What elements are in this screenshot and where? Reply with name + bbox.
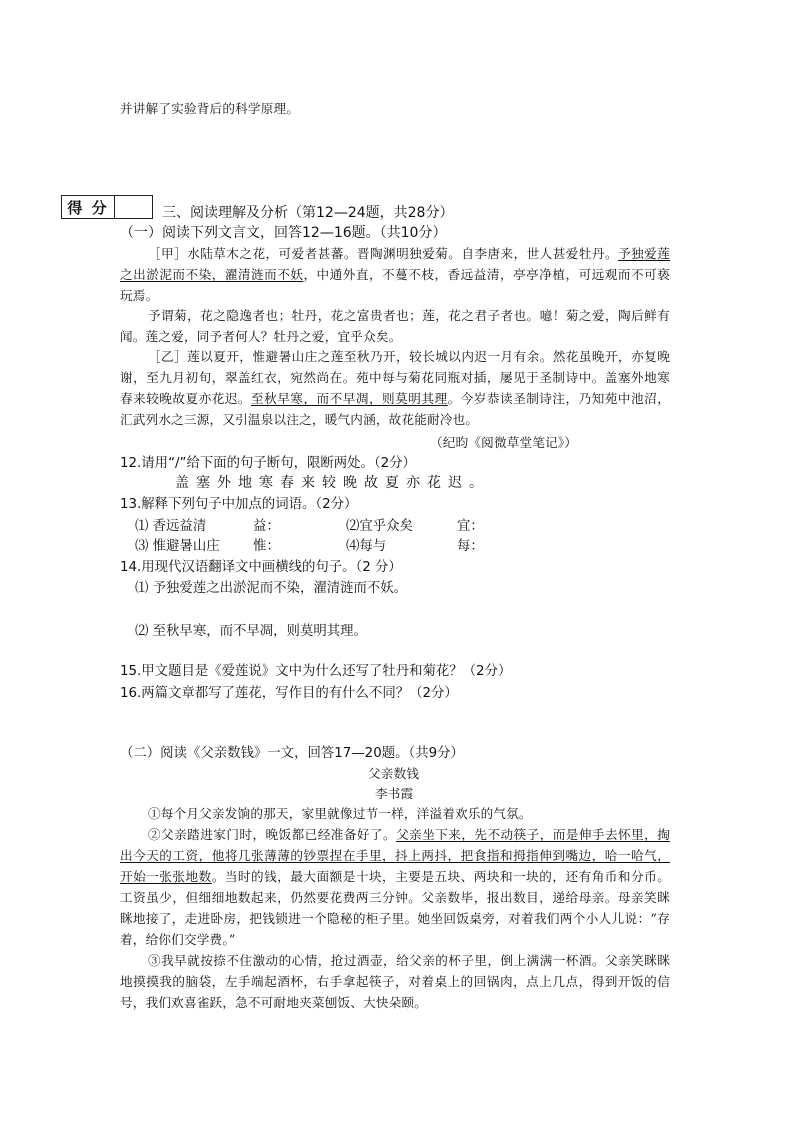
score-box: [61, 195, 153, 219]
essay-author: 李书霞: [375, 786, 414, 801]
para2-text-b: 。当时的钱，最大面额是十块，主要是五块、两块和一块的，还有角币和分币。工资虽少，但细细地数起来，仍然要花费两三分钟。父亲数毕，报出数目，递给母亲。母亲笑眯眯地接了，走进卧房，把钱锁进一个隐秘的柜子里。她坐回饭桌旁，对着我们两个小人儿说：“存着，给你们交学费。”: [120, 869, 670, 947]
part1-heading: （一）阅读下列文言文，回答12—16题。（共10分）: [120, 225, 447, 241]
yi-paragraph: [120, 346, 670, 430]
jia-text-a: ［甲］水陆草木之花，可爱者甚蕃。晋陶渊明独爱菊。自李唐来，世人甚爱牡丹。: [148, 246, 619, 261]
source-citation: （纪昀《阅微草堂笔记》）: [430, 435, 578, 450]
q12-sentence: 盖塞外地寒春来较晚故夏亦花迟。: [175, 475, 490, 491]
q14-sentence-2: ⑵ 至秋早寒，而不早凋，则莫明其理。: [135, 624, 367, 639]
question-14: 14.用现代汉语翻译文中画横线的句子。（2 分）: [120, 560, 402, 575]
q13-item-4: ⑷每与: [346, 539, 387, 554]
q13-item-1-blank[interactable]: 益：: [253, 519, 280, 534]
essay-para-1: ①每个月父亲发饷的那天，家里就像过节一样，洋溢着欢乐的气氛。: [148, 806, 532, 821]
question-16: 16.两篇文章都写了莲花，写作目的有什么不同？（2分）: [120, 686, 458, 701]
q13-item-2: ⑵宜乎众矣: [346, 519, 413, 534]
para2-text-a: ②父亲踏进家门时，晚饭都已经准备好了。: [148, 827, 397, 842]
q13-item-3-blank[interactable]: 惟：: [253, 539, 280, 554]
intro-line: 并讲解了实验背后的科学原理。: [120, 101, 300, 116]
para2-underlined: 父亲坐下来，先不动筷子，而是伸手去怀里，掏出今天的工资，他将几张薄薄的钞票捏在手里，抖上两抖，把食指和拇指伸到嘴边，哈一哈气，开始一张张地数: [120, 827, 670, 884]
q13-item-1: ⑴ 香远益清: [135, 519, 207, 534]
jia-underlined: 予独爱莲之出淤泥而不染，濯清涟而不妖: [120, 246, 670, 282]
yi-text-a: ［乙］莲以夏开，惟避暑山庄之莲至秋乃开，较长城以内迟一月有余。然花虽晚开，亦复晚谢，至九月初旬，翠盖红衣，宛然尚在。苑中每与菊花同瓶对插，屡见于圣制诗中。盖塞外地寒春来较晚故夏亦花迟。: [120, 349, 670, 406]
question-15: 15.甲文题目是《爱莲说》文中为什么还写了牡丹和菊花？（2分）: [120, 664, 512, 679]
q13-item-2-blank[interactable]: 宜：: [457, 519, 484, 534]
question-13: 13.解释下列句子中加点的词语。（2分）: [120, 497, 358, 512]
section-heading: 三、阅读理解及分析（第12—24题，共28分）: [162, 205, 454, 221]
jia-text-b: ，中通外直，不蔓不枝，香远益清，亭亭净植，可远观而不可亵玩焉。: [120, 267, 670, 303]
score-blank[interactable]: [115, 196, 152, 218]
jia-paragraph-2: 予谓菊，花之隐逸者也；牡丹，花之富贵者也；莲，花之君子者也。噫！菊之爱，陶后鲜有闻。莲之爱，同予者何人？牡丹之爱，宜乎众矣。: [120, 308, 670, 344]
essay-title: 父亲数钱: [368, 766, 420, 781]
essay-para-2: [120, 824, 670, 950]
question-12: 12.请用“/”给下面的句子断句，限断两处。（2分）: [120, 456, 416, 471]
yi-text-b: 。今岁恭读圣制诗注，乃知苑中池沼，汇武列水之三源，又引温泉以注之，暖气内涵，故花能耐冷也。: [120, 391, 671, 427]
jia-paragraph: [120, 243, 670, 306]
q14-sentence-1: ⑴ 予独爱莲之出淤泥而不染，濯清涟而不妖。: [135, 581, 408, 596]
yi-underlined: 至秋早寒，而不早凋，则莫明其理: [251, 391, 448, 406]
score-label: 得 分: [62, 196, 115, 218]
essay-para-3: ③我早就按捺不住激动的心情，抢过酒壶，给父亲的杯子里，倒上满满一杯酒。父亲笑眯眯地摸摸我的脑袋，左手端起酒杯，右手拿起筷子，对着桌上的回锅肉，点上几点，得到开饭的信号，我们欢喜雀跃，急不可耐地夹菜刨饭、大快朵颐。: [120, 953, 670, 1010]
part2-heading: （二）阅读《父亲数钱》一文，回答17—20题。（共9分）: [120, 746, 464, 761]
q13-item-3: ⑶ 惟避暑山庄: [135, 539, 220, 554]
q13-item-4-blank[interactable]: 每：: [457, 539, 484, 554]
